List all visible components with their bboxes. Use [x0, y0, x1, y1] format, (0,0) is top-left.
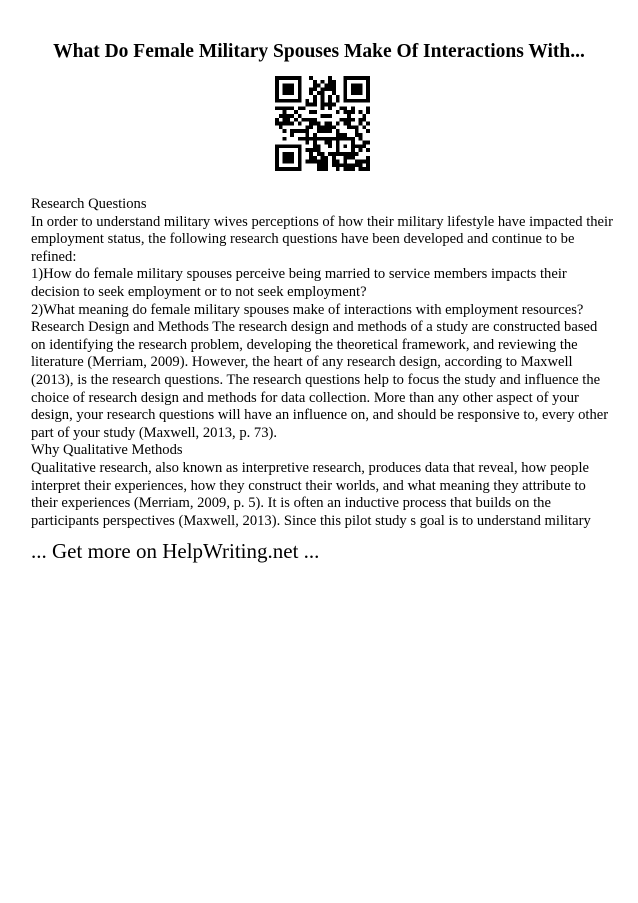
section-heading-research-questions: Research Questions [31, 196, 147, 212]
paragraph-line: (2013), is the research questions. The research questions help to focus the study and influence the [31, 371, 601, 388]
page-title: What Do Female Military Spouses Make Of Interactions With... [53, 41, 585, 62]
paragraph-line: Research Design and Methods The research design and methods of a study are constructed based [31, 319, 598, 336]
body-text [31, 196, 611, 530]
paragraph-line: design, your research questions will have an influence on, and should be responsive to, every other [31, 407, 609, 424]
paragraph-line: literature (Merriam, 2009). However, the heart of any research design, according to Maxwell [31, 354, 573, 371]
research-question-1: decision to seek employment or to not seek employment? [31, 283, 367, 300]
paragraph-line: employment status, the following research questions have been developed and continue to be [31, 231, 575, 248]
research-question-1: 1)How do female military spouses perceive being married to service members impacts their [31, 266, 567, 283]
paragraph-line: Qualitative research, also known as interpretive research, produces data that reveal, how people [31, 459, 589, 476]
paragraph-line: choice of research design and methods for data collection. More than any other aspect of your [31, 389, 579, 406]
qr-code-icon [275, 76, 370, 171]
paragraph-line: participants perspectives (Maxwell, 2013). Since this pilot study s goal is to understand military [31, 512, 591, 529]
get-more-link[interactable]: ... Get more on HelpWriting.net ... [31, 539, 320, 563]
research-question-2: 2)What meaning do female military spouses make of interactions with employment resources? [31, 301, 584, 318]
paragraph-line: their experiences (Merriam, 2009, p. 5). It is often an inductive process that builds on the [31, 495, 551, 512]
paragraph-line: refined: [31, 248, 77, 265]
paragraph-line: interpret their experiences, how they construct their worlds, and what meaning they attribute to [31, 477, 586, 494]
paragraph-line: part of your study (Maxwell, 2013, p. 73). [31, 424, 278, 441]
paragraph-line: In order to understand military wives perceptions of how their military lifestyle have impacted their [31, 213, 613, 230]
paragraph-line: on identifying the research problem, developing the theoretical framework, and reviewing the [31, 336, 578, 353]
section-heading-why-qualitative: Why Qualitative Methods [31, 442, 183, 459]
